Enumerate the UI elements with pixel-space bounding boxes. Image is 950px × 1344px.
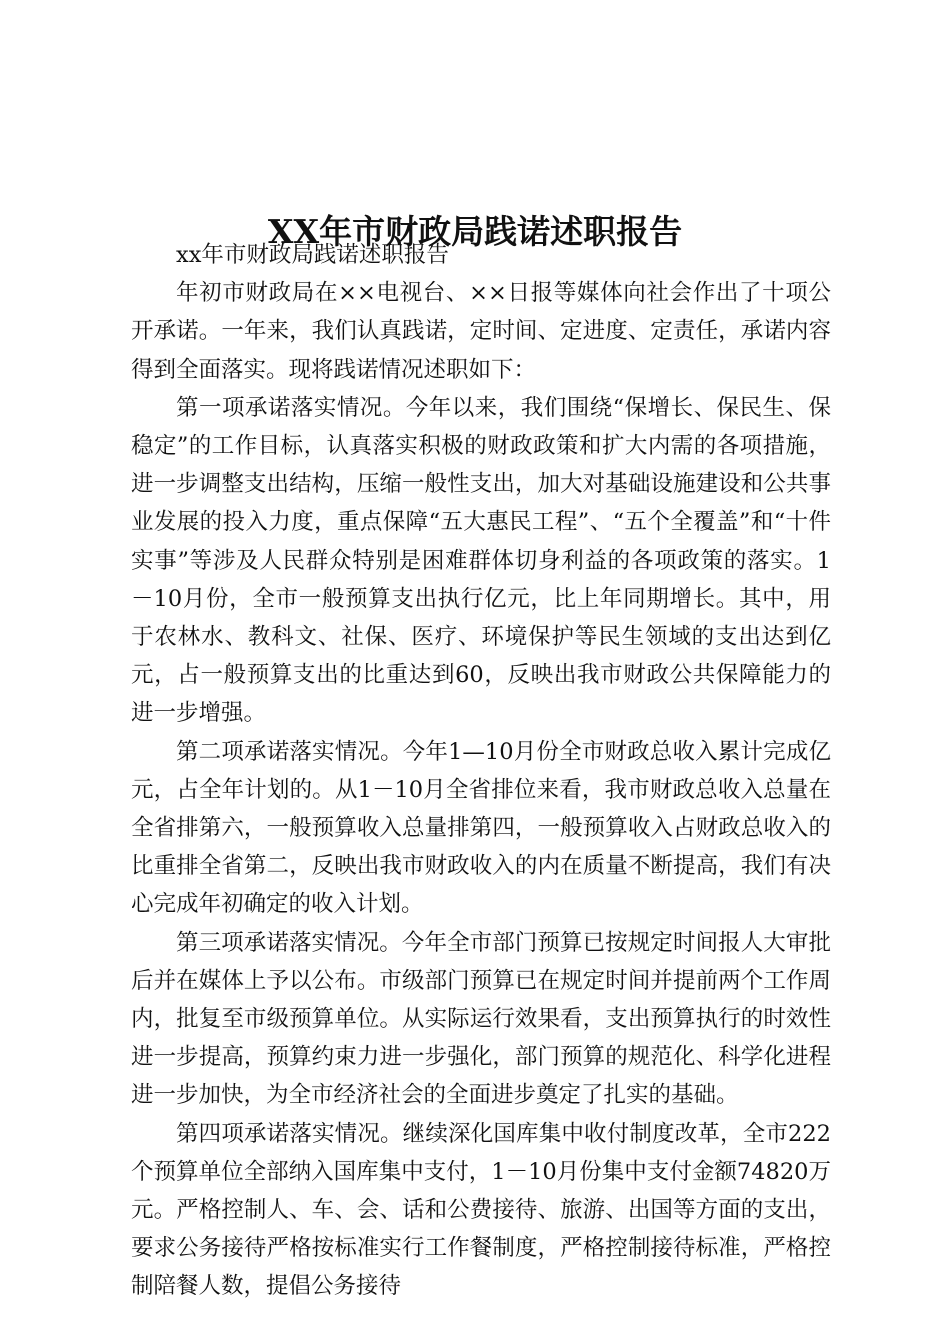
document-body xyxy=(131,236,831,1306)
document-title: XX年市财政局践诺述职报告 xyxy=(267,212,683,252)
paragraph-commitment-4: 第四项承诺落实情况。继续深化国库集中收付制度改革，全市222个预算单位全部纳入国库集中支付，1－10月份集中支付金额74820万元。严格控制人、车、会、话和公费接待、旅游、出国等方面的支出，要求公务接待严格按标准实行工作餐制度，严格控制接待标准，严格控制陪餐人数，提倡公务接待 xyxy=(131,1120,831,1300)
paragraph-intro: 年初市财政局在××电视台、××日报等媒体向社会作出了十项公开承诺。一年来，我们认真践诺，定时间、定进度、定责任，承诺内容得到全面落实。现将践诺情况述职如下： xyxy=(131,280,831,383)
paragraph-commitment-1: 第一项承诺落实情况。今年以来，我们围绕“保增长、保民生、保稳定”的工作目标，认真落实积极的财政政策和扩大内需的各项措施，进一步调整支出结构，压缩一般性支出，加大对基础设施建设和公共事业发展的投入力度，重点保障“五大惠民工程”、“五个全覆盖”和“十件实事”等涉及人民群众特别是困难群体切身利益的各项政策的落实。1－10月份，全市一般预算支出执行亿元，比上年同期增长。其中，用于农林水、教科文、社保、医疗、环境保护等民生领域的支出达到亿元，占一般预算支出的比重达到60，反映出我市财政公共保障能力的进一步增强。 xyxy=(131,394,831,727)
paragraph-subtitle: xx年市财政局践诺述职报告 xyxy=(176,242,449,268)
paragraph-commitment-2: 第二项承诺落实情况。今年1—10月份全市财政总收入累计完成亿元，占全年计划的。从1－10月全省排位来看，我市财政总收入总量在全省排第六，一般预算收入总量排第四，一般预算收入占财政总收入的比重排全省第二，反映出我市财政收入的内在质量不断提高，我们有决心完成年初确定的收入计划。 xyxy=(131,738,831,918)
paragraph-commitment-3: 第三项承诺落实情况。今年全市部门预算已按规定时间报人大审批后并在媒体上予以公布。市级部门预算已在规定时间并提前两个工作周内，批复至市级预算单位。从实际运行效果看，支出预算执行的时效性进一步提高，预算约束力进一步强化，部门预算的规范化、科学化进程进一步加快，为全市经济社会的全面进步奠定了扎实的基础。 xyxy=(131,929,831,1109)
